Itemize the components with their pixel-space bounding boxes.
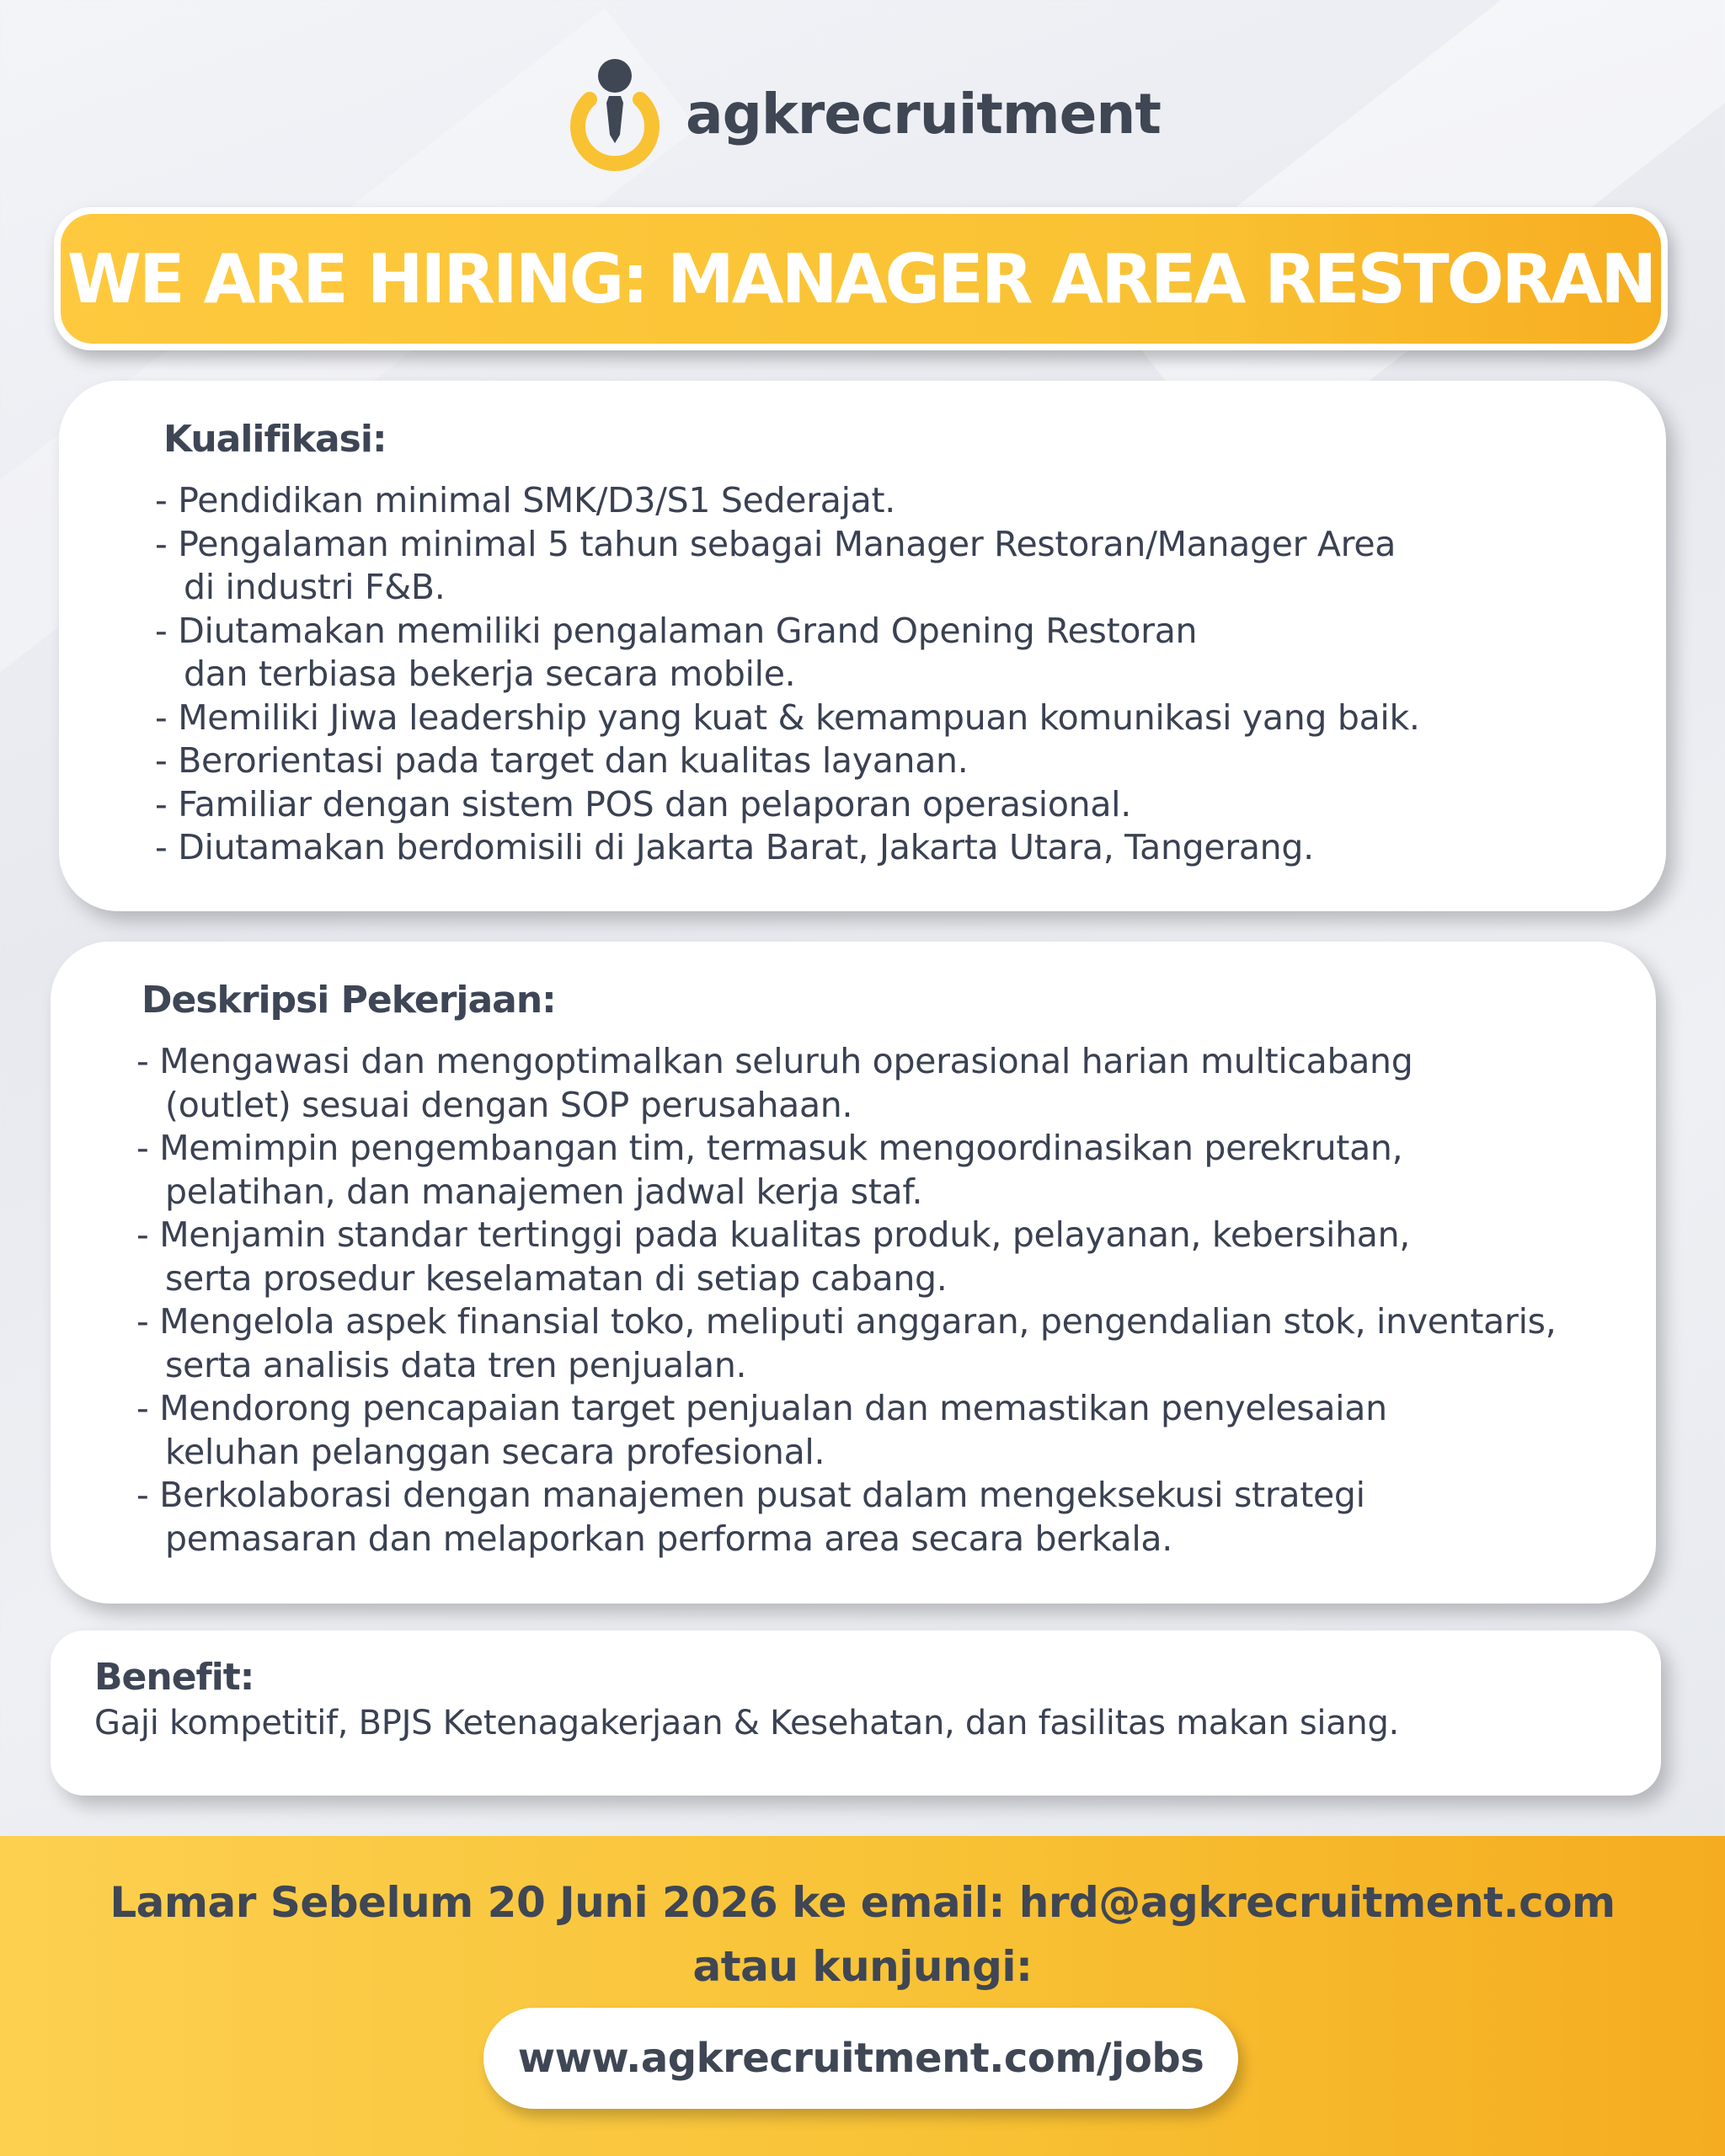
brand-logo	[0, 51, 1725, 177]
description-line: serta prosedur keselamatan di setiap cabang.	[165, 1257, 948, 1299]
hiring-banner-inner	[61, 214, 1661, 344]
benefit-text: Gaji kompetitif, BPJS Ketenagakerjaan & Kesehatan, dan fasilitas makan siang.	[94, 1704, 1399, 1742]
description-line: keluhan pelanggan secara profesional.	[165, 1431, 825, 1472]
description-line: - Memimpin pengembangan tim, termasuk mengoordinasikan perekrutan,	[136, 1128, 1403, 1168]
description-line: - Berkolaborasi dengan manajemen pusat dalam mengeksekusi strategi	[136, 1475, 1365, 1515]
description-line: (outlet) sesuai dengan SOP perusahaan.	[165, 1084, 853, 1125]
jobs-url-link[interactable]: www.agkrecruitment.com/jobs	[483, 2008, 1238, 2109]
qualifications-title: Kualifikasi:	[163, 418, 387, 461]
apply-deadline-text: Lamar Sebelum 20 Juni 2026 ke email: hrd@agkrecruitment.com	[109, 1878, 1616, 1927]
banner-title: WE ARE HIRING: MANAGER AREA RESTORAN	[67, 239, 1655, 318]
description-line: - Mengawasi dan mengoptimalkan seluruh operasional harian multicabang	[136, 1041, 1413, 1081]
description-line: - Menjamin standar tertinggi pada kualitas produk, pelayanan, kebersihan,	[136, 1214, 1411, 1255]
visit-text: atau kunjungi:	[692, 1942, 1033, 1991]
hiring-banner	[54, 207, 1668, 350]
qualification-line: di industri F&B.	[184, 567, 446, 607]
qualification-line: dan terbiasa bekerja secara mobile.	[184, 654, 796, 694]
brand-name: agkrecruitment	[686, 81, 1161, 147]
qualification-line: - Pengalaman minimal 5 tahun sebagai Manager Restoran/Manager Area	[155, 523, 1397, 564]
qualification-line: - Familiar dengan sistem POS dan pelaporan operasional.	[155, 783, 1131, 825]
description-line: serta analisis data tren penjualan.	[165, 1344, 747, 1385]
person-tie-power-icon	[564, 51, 665, 177]
job-description-title: Deskripsi Pekerjaan:	[142, 979, 556, 1022]
qualification-line: - Diutamakan memiliki pengalaman Grand Opening Restoran	[155, 610, 1198, 651]
qualifications-list	[155, 479, 1666, 870]
qualification-line: - Pendidikan minimal SMK/D3/S1 Sederajat.	[155, 480, 896, 520]
qualifications-card	[59, 381, 1666, 911]
description-line: pelatihan, dan manajemen jadwal kerja staf.	[165, 1171, 923, 1212]
qualification-line: - Diutamakan berdomisili di Jakarta Barat, Jakarta Utara, Tangerang.	[155, 827, 1314, 867]
benefit-card	[51, 1630, 1661, 1796]
description-line: - Mendorong pencapaian target penjualan dan memastikan penyelesaian	[136, 1388, 1387, 1428]
description-line: - Mengelola aspek finansial toko, meliputi anggaran, pengendalian stok, inventaris,	[136, 1301, 1557, 1342]
benefit-title: Benefit:	[94, 1656, 254, 1699]
qualification-line: - Berorientasi pada target dan kualitas layanan.	[155, 740, 969, 781]
qualification-line: - Memiliki Jiwa leadership yang kuat & kemampuan komunikasi yang baik.	[155, 696, 1420, 738]
footer-cta	[0, 1836, 1725, 2156]
job-description-list	[136, 1040, 1656, 1561]
description-line: pemasaran dan melaporkan performa area secara berkala.	[165, 1518, 1172, 1559]
job-description-card	[51, 942, 1656, 1604]
